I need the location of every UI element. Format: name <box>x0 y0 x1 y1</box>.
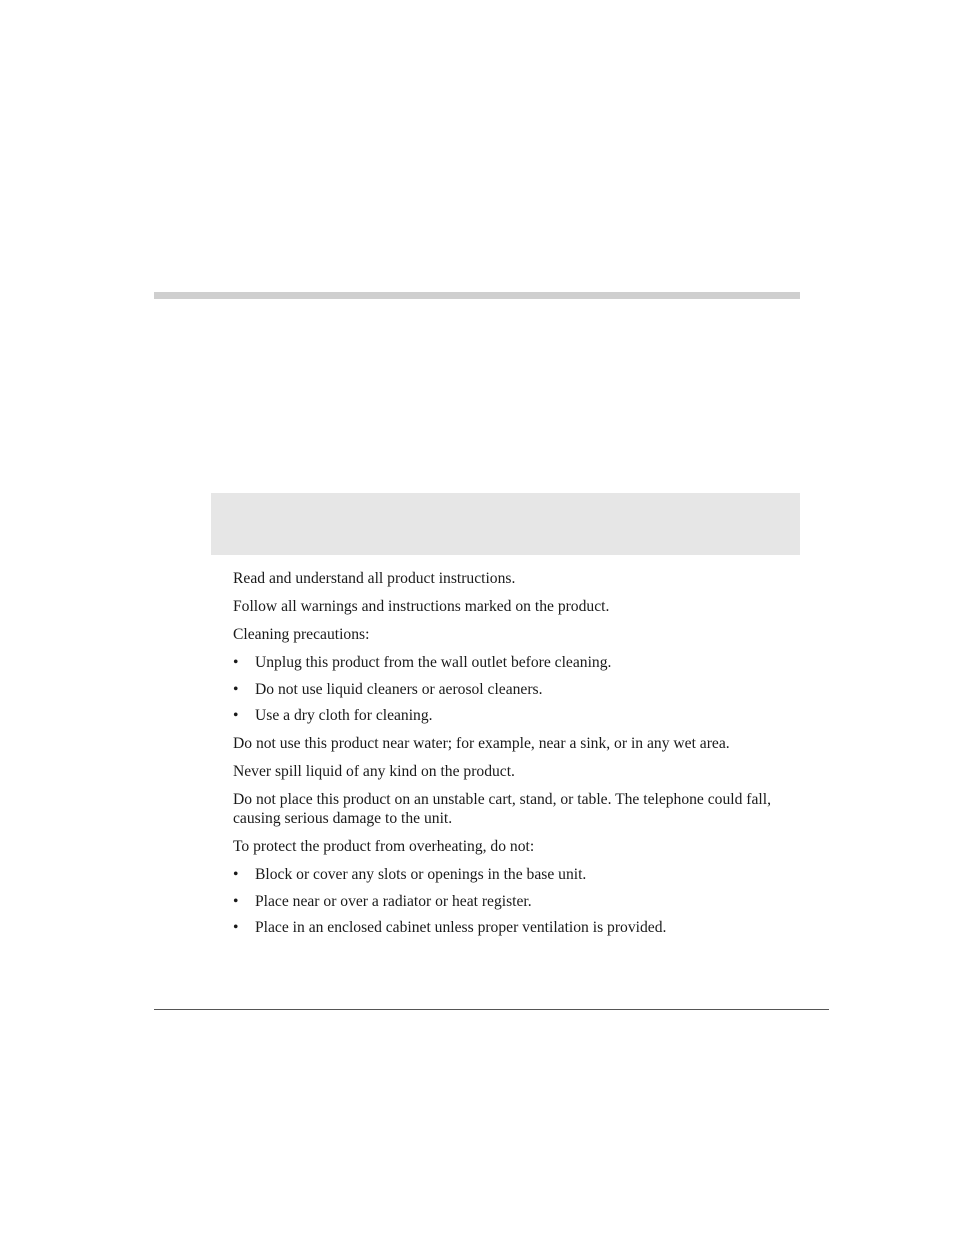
bullet-icon: • <box>233 866 239 883</box>
section-heading-band <box>211 493 800 555</box>
list-item-text: Place near or over a radiator or heat register. <box>255 892 532 910</box>
list-item-text: Do not use liquid cleaners or aerosol cleaners. <box>255 680 543 698</box>
paragraph-water-warning: Do not use this product near water; for example, near a sink, or in any wet area. <box>233 735 730 752</box>
list-item <box>233 892 803 911</box>
safety-instructions <box>233 569 803 946</box>
bottom-rule <box>154 1009 829 1010</box>
top-rule <box>154 292 800 299</box>
list-item <box>233 918 803 937</box>
bullet-icon: • <box>233 707 239 724</box>
list-item <box>233 706 803 725</box>
list-item-text: Unplug this product from the wall outlet before cleaning. <box>255 654 612 671</box>
paragraph-follow-warnings: Follow all warnings and instructions marked on the product. <box>233 598 610 615</box>
list-item-text: Block or cover any slots or openings in the base unit. <box>255 866 587 883</box>
list-item <box>233 653 803 672</box>
bullet-icon: • <box>233 680 239 698</box>
bullet-icon: • <box>233 892 239 910</box>
list-item <box>233 865 803 884</box>
paragraph-unstable-surface: Do not place this product on an unstable cart, stand, or table. The telephone could fall, causing serious damage to the unit. <box>233 791 771 827</box>
paragraph-overheating: To protect the product from overheating, do not: <box>233 838 535 855</box>
bullet-icon: • <box>233 654 239 671</box>
bullet-icon: • <box>233 919 239 936</box>
paragraph-read-instructions: Read and understand all product instructions. <box>233 570 516 587</box>
paragraph-spill-warning: Never spill liquid of any kind on the product. <box>233 763 515 780</box>
list-item-text: Place in an enclosed cabinet unless proper ventilation is provided. <box>255 919 667 936</box>
list-item <box>233 680 803 699</box>
paragraph-cleaning-precautions: Cleaning precautions: <box>233 626 370 643</box>
list-item-text: Use a dry cloth for cleaning. <box>255 707 433 724</box>
